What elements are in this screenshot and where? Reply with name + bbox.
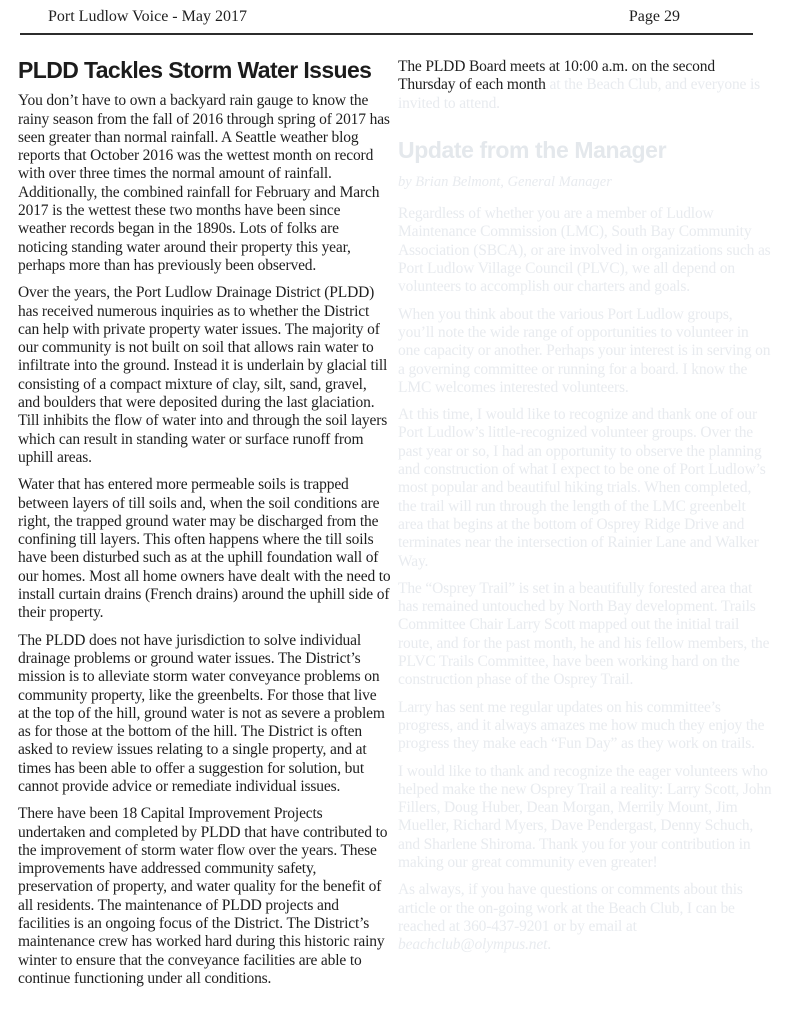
manager-paragraph-1: Regardless of whether you are a member of Ludlow Maintenance Commission (LMC), South Bay Community Association (SBCA), or are involved in organizations such as Port Ludlow Village Council (PLVC), we all depend on volunteers to accomplish our charters and goals. xyxy=(398,205,771,296)
manager-closing-paragraph xyxy=(398,881,772,954)
email-address: beachclub@olympus.net xyxy=(398,936,548,954)
manager-paragraph-5: Larry has sent me regular updates on his committee’s progress, and it always amazes me how much they enjoy the progress they make each “Fun Day” as they work on trails. xyxy=(398,698,765,753)
article-storm-water xyxy=(18,58,391,997)
manager-update-title: Update from the Manager xyxy=(398,136,667,163)
board-meeting-note-dark-segment: The PLDD Board meets at 10:00 a.m. on the second Thursday of each month xyxy=(398,58,715,94)
article-paragraph-5: There have been 18 Capital Improvement Projects undertaken and completed by PLDD that have contributed to the improvement of storm water flow over the years. These improvements have addressed community safety, preservation of property, and water quality for the benefit of all residents. The maintenance of PLDD projects and facilities is an ongoing focus of the District. The District’s maintenance crew has worked hard during this historic rainy winter to ensure that the conveyance facilities are able to continue functioning under all conditions. xyxy=(18,805,388,987)
manager-paragraph-3: At this time, I would like to recognize and thank one of our Port Ludlow’s little-recognized volunteer groups. Over the past year or so, I had an opportunity to observe the planning and construction of what I expect to be one of Port Ludlow’s most popular and beautiful hiking trials. When completed, the trail will run through the length of the LMC greenbelt area that begins at the bottom of Osprey Ridge Drive and terminates near the intersection of Rainier Lane and Walker Way. xyxy=(398,406,766,570)
page-number: Page 29 xyxy=(628,8,680,25)
article-paragraph-3: Water that has entered more permeable soils is trapped between layers of till soils and, when the soil conditions are right, the trapped ground water may be discharged from the confining till layers. This often happens where the till soils have been disturbed such as at the uphill foundation wall of our homes. Most all home owners have dealt with the need to install curtain drains (French drains) around the uphill side of their property. xyxy=(18,476,391,622)
newsletter-title: Port Ludlow Voice - May 2017 xyxy=(48,8,247,25)
board-meeting-note-faded-segment: at the Beach Club, and everyone is invited to attend. xyxy=(398,76,761,112)
closing-text-before-email: As always, if you have questions or comments about this article or the on-going work at the Beach Club, I can be reached at 360-437-9201 or by email at xyxy=(398,881,743,935)
manager-update-byline: by Brian Belmont, General Manager xyxy=(398,174,612,191)
manager-paragraph-4: The “Osprey Trail” is set in a beautifully forested area that has remained untouched by North Bay development. Trails Committee Chair Larry Scott mapped out the initial trail route, and for the past month, he and his fellow members, the PLVC Trails Committee, have been working hard on the construction phase of the Osprey Trail. xyxy=(398,579,770,689)
manager-paragraph-6: I would like to thank and recognize the eager volunteers who helped make the new Osprey Trail a reality: Larry Scott, John Fillers, Doug Huber, Dean Morgan, Merrily Mount, Jim Mueller, Richard Myers, Dave Pendergast, Denny Schuch, and Sharlene Shiroma. Thank you for your contribution in making our great community even greater! xyxy=(398,762,772,871)
article-paragraph-2: Over the years, the Port Ludlow Drainage District (PLDD) has received numerous inquiries as to whether the District can help with private property water issues. The majority of our community is not built on soil that allows rain water to infiltrate into the ground. Instead it is underlain by glacial till consisting of a compact mixture of clay, silt, sand, gravel, and boulders that were deposited during the last glaciation. Till inhibits the flow of water into and through the soil layers which can result in standing water or surface runoff from uphill areas. xyxy=(18,284,388,466)
two-column-body xyxy=(0,35,792,997)
board-meeting-note xyxy=(398,58,772,113)
page-header xyxy=(0,0,792,26)
article-title: PLDD Tackles Storm Water Issues xyxy=(18,57,372,83)
article-paragraph-4: The PLDD does not have jurisdiction to solve individual drainage problems or ground water issues. The District’s mission is to alleviate storm water conveyance problems on community property, like the greenbelts. For those that live at the top of the hill, ground water is not as severe a problem as for those at the bottom of the hill. The District is often asked to review issues relating to a single property, and at times has been able to offer a suggestion for solution, but cannot provide advice or remediate individual issues. xyxy=(18,631,385,795)
closing-text-after-email: . xyxy=(547,936,552,954)
manager-paragraph-2: When you think about the various Port Ludlow groups, you’ll note the wide range of opportunities to volunteer in one capacity or another. Perhaps your interest is in serving on a governing committee or running for a board. I know the LMC welcomes interested volunteers. xyxy=(398,305,771,396)
right-column xyxy=(398,58,772,997)
article-paragraph-1: You don’t have to own a backyard rain gauge to know the rainy season from the fall of 2016 through spring of 2017 has seen greater than normal rainfall. A Seattle weather blog reports that October 2016 was the wettest month on record with over three times the normal amount of rainfall. Additionally, the combined rainfall for February and March 2017 is the wettest these two months have been since weather records began in the 1890s. Lots of folks are noticing standing water around their property this year, perhaps more than has previously been observed. xyxy=(18,92,390,274)
